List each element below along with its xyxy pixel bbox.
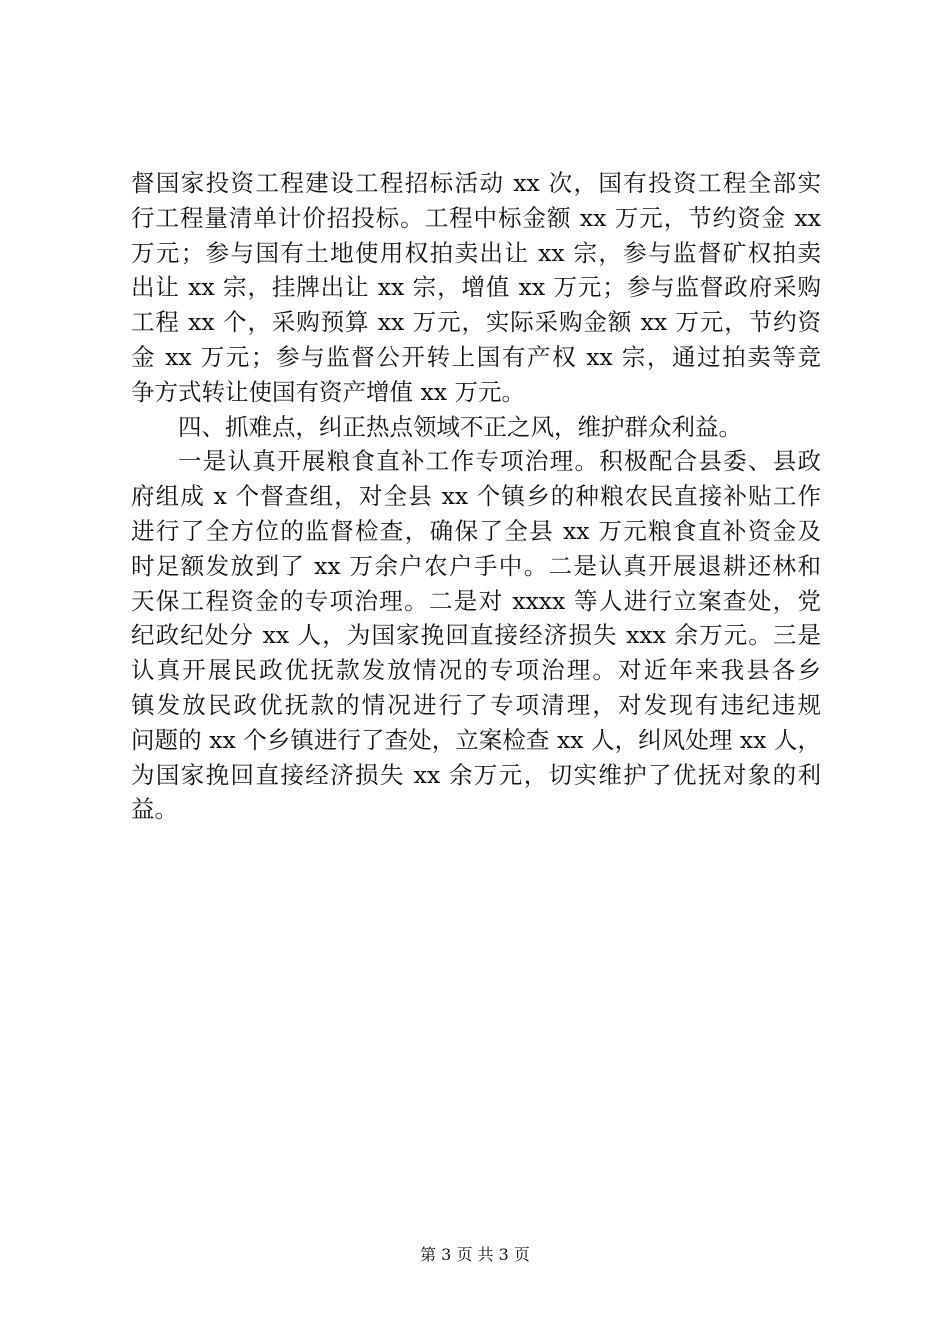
text-line: 纪政纪处分 xx 人，为国家挽回直接经济损失 xxx 余万元。三是 <box>131 621 821 650</box>
page-number-footer: 第 3 页 共 3 页 <box>420 1245 530 1264</box>
text-line: 争方式转让使国有资产增值 xx 万元。 <box>131 377 525 406</box>
text-line: 督国家投资工程建设工程招标活动 xx 次，国有投资工程全部实 <box>131 169 821 197</box>
text-line: 工程 xx 个，采购预算 xx 万元，实际采购金额 xx 万元，节约资 <box>131 308 821 337</box>
text-line: 行工程量清单计价招投标。工程中标金额 xx 万元，节约资金 xx <box>131 203 821 232</box>
text-line: 时足额发放到了 xx 万余户农户手中。二是认真开展退耕还林和 <box>131 551 821 580</box>
text-line: 府组成 x 个督查组，对全县 xx 个镇乡的种粮农民直接补贴工作 <box>131 482 821 511</box>
text-line: 镇发放民政优抚款的情况进行了专项清理，对发现有违纪违规 <box>131 690 821 719</box>
text-line: 进行了全方位的监督检查，确保了全县 xx 万元粮食直补资金及 <box>131 516 821 545</box>
text-line: 为国家挽回直接经济损失 xx 余万元，切实维护了优抚对象的利 <box>131 760 821 789</box>
text-line: 出让 xx 宗，挂牌出让 xx 宗，增值 xx 万元；参与监督政府采购 <box>131 273 821 302</box>
text-line: 万元；参与国有土地使用权拍卖出让 xx 宗，参与监督矿权拍卖 <box>131 238 821 267</box>
text-line: 益。 <box>131 795 178 824</box>
text-line: 问题的 xx 个乡镇进行了查处，立案检查 xx 人，纠风处理 xx 人， <box>131 725 821 754</box>
text-line: 一是认真开展粮食直补工作专项治理。积极配合县委、县政 <box>178 447 821 476</box>
document-body <box>131 166 821 827</box>
text-line: 认真开展民政优抚款发放情况的专项治理。对近年来我县各乡 <box>131 656 821 685</box>
text-line: 金 xx 万元；参与监督公开转上国有产权 xx 宗，通过拍卖等竞 <box>131 342 821 371</box>
text-line: 天保工程资金的专项治理。二是对 xxxx 等人进行立案查处，党 <box>131 586 821 615</box>
section-heading: 四、抓难点，纠正热点领域不正之风，维护群众利益。 <box>178 412 742 441</box>
